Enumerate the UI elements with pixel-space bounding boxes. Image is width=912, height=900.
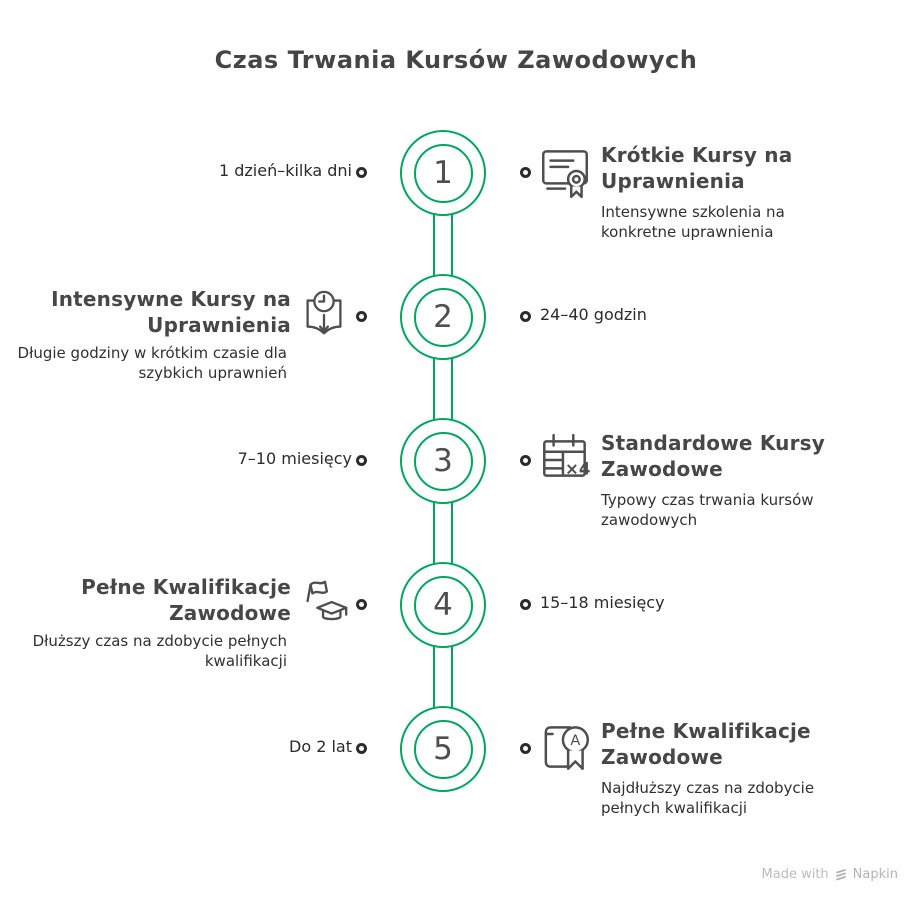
step-4-number: 4 — [433, 587, 453, 623]
step-3-description: Typowy czas trwania kursów zawodowych — [601, 491, 814, 529]
book-award-icon — [536, 718, 594, 776]
step-2-duration-label: 24–40 godzin — [540, 305, 647, 324]
step-4-description: Dłuższy czas na zdobycie pełnych kwalifikacji — [32, 632, 287, 670]
step-5-heading: Pełne Kwalifikacje Zawodowe — [601, 719, 811, 769]
step-4-duration-label: 15–18 miesięcy — [540, 593, 665, 612]
step-1-heading: Krótkie Kursy na Uprawnienia — [601, 143, 793, 193]
step-3-node — [400, 418, 486, 504]
step-1-node-inner — [414, 144, 473, 203]
napkin-logo-icon — [834, 868, 848, 882]
bullet-icon — [356, 743, 367, 754]
step-4-node-inner — [414, 576, 473, 635]
timeline-connector — [433, 213, 453, 281]
step-2-node — [400, 274, 486, 360]
step-1-node — [400, 130, 486, 216]
step-4-node — [400, 562, 486, 648]
step-2-node-inner — [414, 288, 473, 347]
step-1-duration-label: 1 dzień–kilka dni — [218, 161, 352, 180]
step-5-node — [400, 706, 486, 792]
calendar-x4-label: ×4 — [565, 459, 591, 479]
step-3-number: 3 — [433, 443, 453, 479]
bullet-icon — [520, 743, 531, 754]
made-with-label: Made with — [761, 867, 829, 882]
page-title: Czas Trwania Kursów Zawodowych — [214, 46, 698, 74]
step-3-heading: Standardowe Kursy Zawodowe — [601, 431, 826, 481]
step-5-node-inner — [414, 720, 473, 779]
napkin-watermark — [762, 867, 898, 882]
step-1-description: Intensywne szkolenia na konkretne uprawnienia — [601, 203, 785, 241]
napkin-brand-label: Napkin — [852, 867, 898, 882]
step-5-duration-label: Do 2 lat — [289, 737, 352, 756]
step-3-duration-label: 7–10 miesięcy — [237, 449, 352, 468]
step-2-heading: Intensywne Kursy na Uprawnienia — [51, 287, 291, 337]
step-2-description: Długie godziny w krótkim czasie dla szybkich uprawnień — [17, 344, 287, 382]
step-5-description: Najdłuższy czas na zdobycie pełnych kwalifikacji — [601, 779, 815, 817]
award-badge-letter: A — [570, 732, 581, 749]
step-3-node-inner — [414, 432, 473, 491]
step-4-heading: Pełne Kwalifikacje Zawodowe — [81, 575, 291, 625]
step-5-detail — [601, 718, 856, 819]
step-2-number: 2 — [433, 299, 453, 335]
step-1-number: 1 — [433, 155, 453, 191]
timeline-connector — [433, 357, 453, 425]
timeline-connector — [433, 645, 453, 713]
timeline-connector — [433, 501, 453, 569]
step-5-number: 5 — [433, 731, 453, 767]
